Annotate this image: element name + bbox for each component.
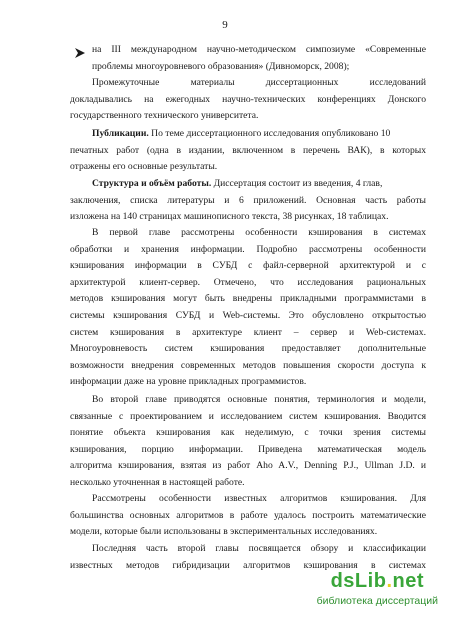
watermark-subtitle: библиотека диссертаций xyxy=(316,595,438,607)
text-line: Диссертация состоит из введения, 4 глав, xyxy=(211,178,383,189)
text-line: алгоритма кэширования, взятая из работ Aho A.V., Denning P.J., Ullman J.D. и xyxy=(70,460,426,472)
text-line: государственного технического университета. xyxy=(70,110,259,122)
text-line: Во второй главе приводятся основные понятия, терминология и модели, xyxy=(92,394,426,405)
text-line: системы кэширования СУБД и Web-системы. Это обусловлено открытостью xyxy=(70,309,426,321)
paragraph-chapter2 xyxy=(70,392,426,492)
text-line: По теме диссертационного исследования опубликовано 10 xyxy=(148,128,391,139)
text-line: заключения, списка литературы и 6 приложений. Основная часть работы xyxy=(70,194,426,206)
paragraph-interim xyxy=(70,75,426,125)
dslib-watermark xyxy=(270,570,438,610)
text-line: известных методов гибридизации алгоритмов кэширования в системах xyxy=(70,559,426,571)
text-line: информации даже на уровне прикладных программистов. xyxy=(70,376,307,388)
text-line: понятие объекта кэширования как неделимую, с точки зрения системы xyxy=(70,427,426,439)
text-line: возможности внедрения современных методов повышения скорости доступа к xyxy=(70,359,426,371)
text-line: кэширования информации в СУБД с файл-серверной архитектурой и с xyxy=(70,260,426,272)
text-line: печатных работ (одна в издании, включенном в перечень ВАК), в которых xyxy=(70,144,426,156)
text-line: архитектурой клиент-сервер. Отмечено, что исследования рациональных xyxy=(70,276,426,288)
text-line: Рассмотрены особенности известных алгоритмов кэширования. Для xyxy=(92,493,426,504)
text-line: обработки и хранения информации. Подробно рассмотрены особенности xyxy=(70,243,426,255)
text-line: несколько уточненная в настоящей работе. xyxy=(70,476,245,488)
paragraph-algorithms xyxy=(70,491,426,541)
text-line: систем кэширования в архитектуре клиент – сервер и Web-системах. xyxy=(70,326,426,338)
text-line: Последняя часть второй главы посвящается обзору и классификации xyxy=(92,543,426,554)
arrow-bullet-icon xyxy=(74,47,86,59)
text-line: изложена на 140 страницах машинописного текста, 38 рисунках, 18 таблицах. xyxy=(70,211,389,223)
text-line: кэширования, порцию информации. Приведена математическая модель xyxy=(70,443,426,455)
bullet-line: на III международном научно-методическом симпозиуме «Современные xyxy=(92,44,426,55)
publications-heading: Публикации. xyxy=(92,128,149,139)
text-line: связанные с проектированием и исследованием систем кэширования. Вводится xyxy=(70,410,426,422)
paragraph-publications xyxy=(70,126,426,176)
text-line: методов кэширования могут быть внедрены прикладными программистами в xyxy=(70,293,426,305)
text-line: отражены его основные результаты. xyxy=(70,161,218,173)
paragraph-structure xyxy=(70,176,426,226)
text-line: модели, которые были использованы в экспериментальных исследованиях. xyxy=(70,526,378,538)
page-number: 9 xyxy=(222,19,228,31)
text-line: Промежуточные материалы диссертационных исследований xyxy=(92,77,426,88)
text-line: Многоуровневость систем кэширования предоставляет дополнительные xyxy=(70,343,426,355)
text-line: большинства основных алгоритмов в работе удалось построить математические xyxy=(70,509,426,521)
text-line: В первой главе рассмотрены особенности кэширования в системах xyxy=(92,227,426,238)
structure-heading: Структура и объём работы. xyxy=(92,178,212,189)
dslib-logo: dsLib.net xyxy=(330,570,424,592)
bullet-item xyxy=(92,42,426,75)
bullet-line: проблемы многоуровневого образования» (Дивноморск, 2008); xyxy=(92,60,350,72)
text-line: докладывались на ежегодных научно-технических конференциях Донского xyxy=(70,93,426,105)
paragraph-chapter1 xyxy=(70,225,426,391)
